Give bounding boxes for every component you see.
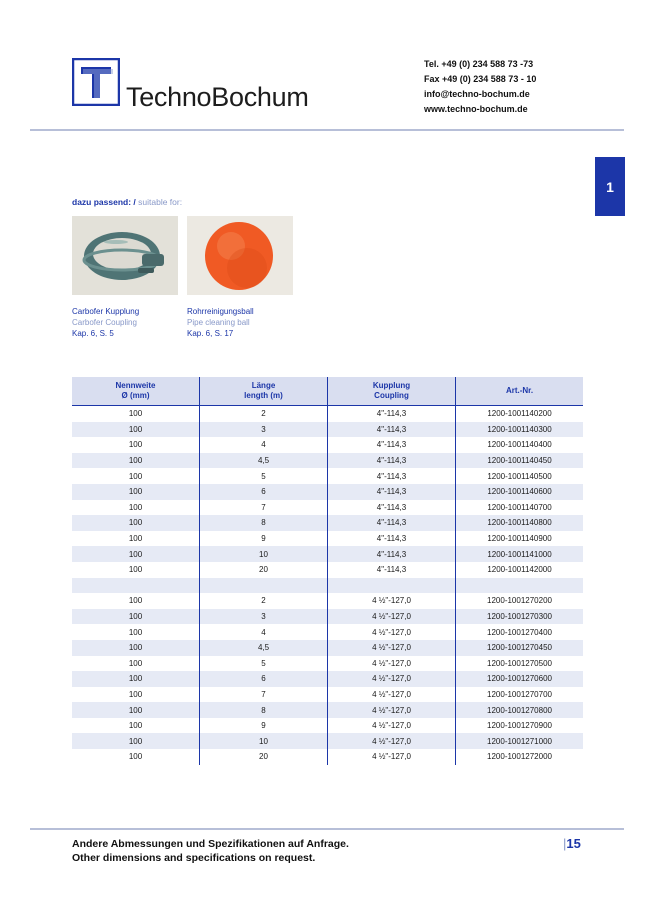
cell-coupling: 4 ½"-127,0 [328,624,456,640]
cell-coupling: 4"-114,3 [328,484,456,500]
cell-diameter [72,578,200,594]
cell-article-number [456,578,584,594]
cell-length: 2 [200,593,328,609]
suitable-label-de: dazu passend: / [72,197,136,207]
cell-length: 5 [200,656,328,672]
cell-diameter: 100 [128,752,143,762]
cell-length: 8 [200,702,328,718]
cell-diameter: 100 [72,422,200,438]
table-row [72,718,583,734]
cell-diameter: 100 [128,565,143,575]
cell-diameter: 100 [128,534,143,544]
cell-article-number: 1200-1001270900 [456,718,584,734]
footer-note [72,837,349,865]
cell-diameter: 100 [128,721,143,731]
cell-article-number: 1200-1001140500 [456,468,584,484]
table-row [72,437,583,453]
caption-reference[interactable]: Kap. 6, S. 5 [72,329,114,338]
cell-diameter: 100 [72,484,200,500]
table-row [72,562,583,578]
caption-name-en: Pipe cleaning ball [187,318,250,327]
cell-article-number: 1200-1001270800 [456,702,584,718]
page-number-value: 15 [566,836,581,851]
cell-article-number: 1200-1001140450 [456,453,584,469]
website-link[interactable]: www.techno-bochum.de [424,104,528,114]
cell-coupling: 4"-114,3 [328,406,456,422]
table-row [72,453,583,469]
cell-coupling [328,578,456,594]
cell-diameter: 100 [128,627,143,637]
cell-length: 6 [200,671,328,687]
table-row [72,671,583,687]
cleaning-ball-caption [187,306,254,339]
caption-name-en: Carbofer Coupling [72,318,137,327]
cell-coupling: 4 ½"-127,0 [328,687,456,703]
caption-name-de: Carbofer Kupplung [72,307,140,316]
brand-name: TechnoBochum [126,82,309,112]
caption-reference[interactable]: Kap. 6, S. 17 [187,329,234,338]
col-header-length: Länge length (m) [200,377,328,406]
cell-diameter: 100 [128,658,143,668]
cell-length: 4,5 [200,640,328,656]
cell-article-number: 1200-1001270300 [456,609,584,625]
cell-length: 2 [200,406,328,422]
cell-article-number: 1200-1001272000 [456,749,584,765]
cell-article-number: 1200-1001140400 [456,437,584,453]
cell-length: 20 [200,562,328,578]
cell-length: 6 [200,484,328,500]
cell-diameter: 100 [128,689,143,699]
cell-coupling: 4 ½"-127,0 [328,609,456,625]
cell-article-number: 1200-1001140700 [456,500,584,516]
table-row [72,640,583,656]
col-header-article-number: Art.-Nr. [456,377,584,406]
table-row [72,702,583,718]
cell-length: 4 [200,437,328,453]
caption-name-de: Rohrreinigungsball [187,307,254,316]
cell-diameter: 100 [72,640,200,656]
cell-coupling: 4"-114,3 [328,422,456,438]
cell-article-number: 1200-1001142000 [456,562,584,578]
table-row [72,500,583,516]
footer-divider [30,828,624,830]
cell-length: 5 [200,468,328,484]
table-row [72,546,583,562]
cell-length: 3 [200,422,328,438]
cell-coupling: 4"-114,3 [328,468,456,484]
cell-coupling: 4 ½"-127,0 [328,640,456,656]
cell-diameter: 100 [72,702,200,718]
spec-table [72,377,583,765]
cell-diameter: 100 [72,733,200,749]
cell-length: 7 [200,687,328,703]
page-number: |15 [563,836,581,851]
cell-coupling: 4 ½"-127,0 [328,593,456,609]
table-row [72,656,583,672]
table-row [72,468,583,484]
cell-article-number: 1200-1001271000 [456,733,584,749]
table-row [72,531,583,547]
cell-length: 8 [200,515,328,531]
cell-article-number: 1200-1001270400 [456,624,584,640]
cell-length: 4,5 [200,453,328,469]
table-row [72,406,583,422]
cell-length: 7 [200,500,328,516]
table-row [72,578,583,594]
cell-length: 4 [200,624,328,640]
cell-coupling: 4"-114,3 [328,437,456,453]
cell-article-number: 1200-1001270700 [456,687,584,703]
cell-coupling: 4"-114,3 [328,531,456,547]
cell-article-number: 1200-1001270450 [456,640,584,656]
cell-diameter: 100 [128,409,143,419]
suitable-for-label [72,197,182,207]
coupling-photo [72,216,178,295]
cell-diameter: 100 [72,453,200,469]
cell-coupling: 4 ½"-127,0 [328,656,456,672]
cell-coupling: 4 ½"-127,0 [328,749,456,765]
cell-length: 3 [200,609,328,625]
email-link[interactable]: info@techno-bochum.de [424,89,530,99]
cell-length [200,578,328,594]
cell-diameter: 100 [72,609,200,625]
cell-diameter: 100 [72,546,200,562]
suitable-label-en: suitable for: [138,197,183,207]
technobochum-logo [72,58,120,106]
cell-length: 9 [200,718,328,734]
cell-diameter: 100 [128,471,143,481]
cell-coupling: 4"-114,3 [328,515,456,531]
table-row [72,515,583,531]
col-header-diameter: Nennweite Ø (mm) [72,377,200,406]
cell-length: 9 [200,531,328,547]
cell-article-number: 1200-1001270600 [456,671,584,687]
chapter-tab[interactable]: 1 [595,157,625,216]
cell-coupling: 4 ½"-127,0 [328,671,456,687]
cell-coupling: 4"-114,3 [328,500,456,516]
cell-coupling: 4 ½"-127,0 [328,733,456,749]
cell-length: 10 [200,546,328,562]
cell-coupling: 4"-114,3 [328,562,456,578]
table-row [72,422,583,438]
cell-article-number: 1200-1001270500 [456,656,584,672]
table-header-row [72,377,583,406]
cell-coupling: 4 ½"-127,0 [328,702,456,718]
table-row [72,593,583,609]
cell-diameter: 100 [128,596,143,606]
fax-number: Fax +49 (0) 234 588 73 - 10 [424,74,537,84]
cell-article-number: 1200-1001270200 [456,593,584,609]
cell-length: 10 [200,733,328,749]
table-row [72,484,583,500]
contact-block [424,57,536,117]
col-header-coupling: Kupplung Coupling [328,377,456,406]
footer-note-de: Andere Abmessungen und Spezifikationen auf Anfrage. [72,838,349,850]
cell-article-number: 1200-1001140900 [456,531,584,547]
cell-article-number: 1200-1001140800 [456,515,584,531]
cell-diameter: 100 [128,502,143,512]
table-row [72,733,583,749]
cell-coupling: 4 ½"-127,0 [328,718,456,734]
footer-note-en: Other dimensions and specifications on request. [72,852,316,864]
cell-coupling: 4"-114,3 [328,453,456,469]
cell-article-number: 1200-1001141000 [456,546,584,562]
cell-diameter: 100 [72,515,200,531]
cell-coupling: 4"-114,3 [328,546,456,562]
table-row [72,609,583,625]
cell-article-number: 1200-1001140300 [456,422,584,438]
cell-length: 20 [200,749,328,765]
coupling-caption [72,306,139,339]
phone-number: Tel. +49 (0) 234 588 73 -73 [424,59,534,69]
table-row [72,749,583,765]
header-divider [30,129,624,131]
cell-diameter: 100 [72,671,200,687]
cell-diameter: 100 [128,440,143,450]
cell-article-number: 1200-1001140600 [456,484,584,500]
cleaning-ball-photo [187,216,293,295]
table-row [72,687,583,703]
table-row [72,624,583,640]
cell-article-number: 1200-1001140200 [456,406,584,422]
